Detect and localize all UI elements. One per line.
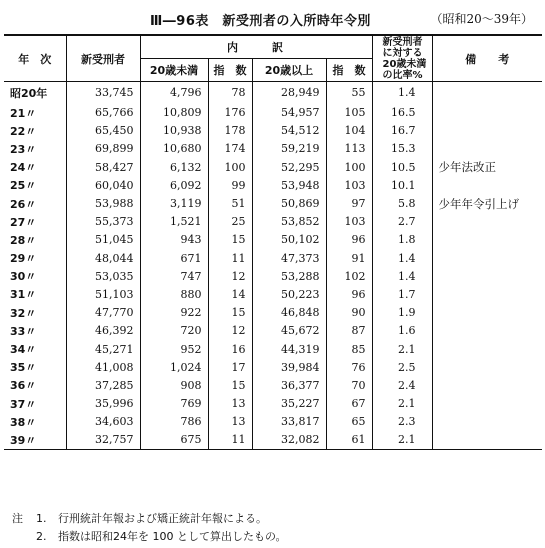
cell-index2: 113 xyxy=(326,140,372,158)
cell-index2: 65 xyxy=(326,413,372,431)
cell-index1: 11 xyxy=(208,431,252,450)
cell-year: 35〃 xyxy=(4,358,66,376)
footnote-label: 注 xyxy=(12,512,23,525)
cell-index2: 67 xyxy=(326,395,372,413)
cell-remark xyxy=(432,213,542,231)
cell-index1: 78 xyxy=(208,82,252,104)
cell-year: 39〃 xyxy=(4,431,66,450)
cell-under20: 786 xyxy=(140,413,208,431)
cell-under20: 922 xyxy=(140,304,208,322)
cell-index1: 15 xyxy=(208,304,252,322)
table-row xyxy=(4,82,542,104)
footnote-1 xyxy=(12,510,287,528)
table-row xyxy=(4,358,542,376)
cell-total: 35,996 xyxy=(66,395,140,413)
cell-ratio: 2.7 xyxy=(372,213,432,231)
cell-over20: 28,949 xyxy=(252,82,326,104)
cell-year: 32〃 xyxy=(4,304,66,322)
cell-index1: 51 xyxy=(208,194,252,212)
cell-total: 37,285 xyxy=(66,376,140,394)
table-row xyxy=(4,213,542,231)
table-row xyxy=(4,104,542,122)
cell-under20: 747 xyxy=(140,267,208,285)
table-row xyxy=(4,140,542,158)
cell-under20: 943 xyxy=(140,231,208,249)
cell-ratio: 10.1 xyxy=(372,176,432,194)
cell-year: 37〃 xyxy=(4,395,66,413)
cell-remark xyxy=(432,140,542,158)
cell-under20: 6,132 xyxy=(140,158,208,176)
cell-year: 21〃 xyxy=(4,104,66,122)
footnotes xyxy=(12,510,287,546)
cell-under20: 10,938 xyxy=(140,122,208,140)
footnote-2 xyxy=(12,528,287,546)
cell-index2: 85 xyxy=(326,340,372,358)
header-over20: 20歳以上 xyxy=(252,59,326,82)
cell-year: 36〃 xyxy=(4,376,66,394)
cell-under20: 675 xyxy=(140,431,208,450)
cell-remark xyxy=(432,322,542,340)
cell-total: 65,450 xyxy=(66,122,140,140)
cell-ratio: 1.6 xyxy=(372,322,432,340)
cell-under20: 769 xyxy=(140,395,208,413)
cell-remark: 少年年令引上げ xyxy=(438,196,519,211)
table-row xyxy=(4,376,542,394)
table-row xyxy=(4,285,542,303)
cell-total: 46,392 xyxy=(66,322,140,340)
cell-index1: 15 xyxy=(208,231,252,249)
header-under20: 20歳未満 xyxy=(140,59,208,82)
cell-index2: 55 xyxy=(326,82,372,104)
cell-remark xyxy=(432,176,542,194)
cell-year: 27〃 xyxy=(4,213,66,231)
cell-total: 69,899 xyxy=(66,140,140,158)
cell-year: 34〃 xyxy=(4,340,66,358)
cell-index1: 15 xyxy=(208,376,252,394)
cell-over20: 50,102 xyxy=(252,231,326,249)
cell-ratio: 2.5 xyxy=(372,358,432,376)
cell-year: 29〃 xyxy=(4,249,66,267)
cell-under20: 952 xyxy=(140,340,208,358)
cell-year: 26〃 xyxy=(4,194,66,212)
header-remarks: 備 考 xyxy=(432,35,542,82)
cell-year: 23〃 xyxy=(4,140,66,158)
header-ratio xyxy=(372,35,432,82)
header-ratio-line: 20歳未満 xyxy=(382,58,427,70)
cell-over20: 47,373 xyxy=(252,249,326,267)
cell-index1: 176 xyxy=(208,104,252,122)
cell-remark xyxy=(432,395,542,413)
cell-index2: 105 xyxy=(326,104,372,122)
cell-total: 51,103 xyxy=(66,285,140,303)
header-ratio-line: 新受刑者 xyxy=(382,36,423,48)
cell-index1: 178 xyxy=(208,122,252,140)
cell-remark xyxy=(432,267,542,285)
cell-year: 22〃 xyxy=(4,122,66,140)
cell-total: 55,373 xyxy=(66,213,140,231)
cell-index2: 96 xyxy=(326,231,372,249)
cell-under20: 1,024 xyxy=(140,358,208,376)
cell-ratio: 2.1 xyxy=(372,431,432,450)
cell-over20: 52,295 xyxy=(252,158,326,176)
cell-ratio: 1.8 xyxy=(372,231,432,249)
cell-index1: 13 xyxy=(208,395,252,413)
table-title: Ⅲ―96表 新受刑者の入所時年令別 xyxy=(150,14,371,29)
cell-under20: 720 xyxy=(140,322,208,340)
cell-remark xyxy=(432,231,542,249)
cell-over20: 39,984 xyxy=(252,358,326,376)
cell-total: 48,044 xyxy=(66,249,140,267)
table-row xyxy=(4,122,542,140)
cell-index2: 61 xyxy=(326,431,372,450)
cell-ratio: 16.5 xyxy=(372,104,432,122)
cell-remark xyxy=(432,413,542,431)
table-row xyxy=(4,413,542,431)
cell-over20: 45,672 xyxy=(252,322,326,340)
cell-over20: 32,082 xyxy=(252,431,326,450)
cell-remark xyxy=(432,431,542,450)
footnote-number: 2. xyxy=(36,530,47,543)
period-range: （昭和20～39年） xyxy=(430,12,533,26)
cell-remark: 少年法改正 xyxy=(438,160,496,175)
cell-total: 53,988 xyxy=(66,194,140,212)
cell-index2: 70 xyxy=(326,376,372,394)
cell-year: 28〃 xyxy=(4,231,66,249)
cell-index2: 103 xyxy=(326,176,372,194)
cell-remark xyxy=(432,304,542,322)
cell-over20: 36,377 xyxy=(252,376,326,394)
cell-total: 34,603 xyxy=(66,413,140,431)
cell-ratio: 2.4 xyxy=(372,376,432,394)
cell-over20: 54,957 xyxy=(252,104,326,122)
cell-over20: 35,227 xyxy=(252,395,326,413)
cell-index1: 12 xyxy=(208,267,252,285)
footnote-text: 指数は昭和24年を 100 として算出したもの。 xyxy=(58,530,287,543)
cell-ratio: 2.1 xyxy=(372,395,432,413)
cell-ratio: 1.4 xyxy=(372,267,432,285)
footnote-number: 1. xyxy=(36,512,47,525)
cell-index2: 103 xyxy=(326,213,372,231)
cell-over20: 33,817 xyxy=(252,413,326,431)
cell-index2: 76 xyxy=(326,358,372,376)
cell-total: 45,271 xyxy=(66,340,140,358)
cell-index1: 17 xyxy=(208,358,252,376)
cell-ratio: 15.3 xyxy=(372,140,432,158)
cell-index1: 12 xyxy=(208,322,252,340)
cell-under20: 880 xyxy=(140,285,208,303)
header-ratio-line: の比率% xyxy=(382,69,423,81)
footnote-text: 行刑統計年報および矯正統計年報による。 xyxy=(58,512,267,525)
table-row xyxy=(4,267,542,285)
cell-over20: 53,852 xyxy=(252,213,326,231)
cell-index2: 97 xyxy=(326,194,372,212)
cell-remark xyxy=(432,358,542,376)
cell-total: 41,008 xyxy=(66,358,140,376)
header-year: 年 次 xyxy=(4,35,66,82)
table-row xyxy=(4,249,542,267)
header-index2: 指 数 xyxy=(326,59,372,82)
cell-over20: 54,512 xyxy=(252,122,326,140)
table-row xyxy=(4,231,542,249)
cell-over20: 50,223 xyxy=(252,285,326,303)
table-row xyxy=(4,395,542,413)
cell-index1: 100 xyxy=(208,158,252,176)
table-row xyxy=(4,340,542,358)
cell-remark xyxy=(432,376,542,394)
cell-index2: 102 xyxy=(326,267,372,285)
cell-year: 24〃 xyxy=(4,158,66,176)
cell-index1: 16 xyxy=(208,340,252,358)
cell-index1: 99 xyxy=(208,176,252,194)
cell-under20: 10,680 xyxy=(140,140,208,158)
cell-ratio: 1.4 xyxy=(372,249,432,267)
cell-index1: 14 xyxy=(208,285,252,303)
cell-year: 昭20年 xyxy=(4,82,66,104)
cell-total: 58,427 xyxy=(66,158,140,176)
cell-remark xyxy=(432,340,542,358)
header-total: 新受刑者 xyxy=(66,35,140,82)
cell-under20: 10,809 xyxy=(140,104,208,122)
cell-index1: 13 xyxy=(208,413,252,431)
cell-ratio: 1.9 xyxy=(372,304,432,322)
cell-index2: 91 xyxy=(326,249,372,267)
cell-under20: 1,521 xyxy=(140,213,208,231)
cell-total: 32,757 xyxy=(66,431,140,450)
cell-total: 60,040 xyxy=(66,176,140,194)
cell-index2: 96 xyxy=(326,285,372,303)
cell-index2: 90 xyxy=(326,304,372,322)
header-breakdown-right: 訳 xyxy=(252,35,372,59)
cell-over20: 59,219 xyxy=(252,140,326,158)
cell-index1: 174 xyxy=(208,140,252,158)
cell-year: 25〃 xyxy=(4,176,66,194)
table-row xyxy=(4,431,542,450)
cell-index2: 87 xyxy=(326,322,372,340)
cell-over20: 44,319 xyxy=(252,340,326,358)
cell-total: 47,770 xyxy=(66,304,140,322)
table-body xyxy=(4,82,542,450)
cell-year: 31〃 xyxy=(4,285,66,303)
table-row xyxy=(4,304,542,322)
cell-over20: 46,848 xyxy=(252,304,326,322)
cell-index2: 100 xyxy=(326,158,372,176)
cell-ratio: 1.4 xyxy=(372,82,432,104)
header-index1: 指 数 xyxy=(208,59,252,82)
cell-under20: 4,796 xyxy=(140,82,208,104)
table-row xyxy=(4,158,542,176)
cell-remark xyxy=(432,122,542,140)
cell-total: 53,035 xyxy=(66,267,140,285)
cell-index1: 25 xyxy=(208,213,252,231)
cell-ratio: 5.8 xyxy=(372,194,432,212)
cell-remark xyxy=(432,104,542,122)
cell-total: 65,766 xyxy=(66,104,140,122)
cell-index2: 104 xyxy=(326,122,372,140)
cell-under20: 671 xyxy=(140,249,208,267)
cell-total: 33,745 xyxy=(66,82,140,104)
cell-year: 38〃 xyxy=(4,413,66,431)
cell-remark xyxy=(432,82,542,104)
cell-ratio: 10.5 xyxy=(372,158,432,176)
table-row xyxy=(4,194,542,212)
cell-total: 51,045 xyxy=(66,231,140,249)
header-breakdown-left: 内 xyxy=(227,41,238,54)
cell-over20: 50,869 xyxy=(252,194,326,212)
cell-ratio: 2.1 xyxy=(372,340,432,358)
cell-year: 33〃 xyxy=(4,322,66,340)
cell-under20: 908 xyxy=(140,376,208,394)
cell-remark xyxy=(432,285,542,303)
cell-under20: 6,092 xyxy=(140,176,208,194)
cell-remark xyxy=(432,249,542,267)
header-ratio-line: に対する xyxy=(382,47,423,59)
cell-ratio: 16.7 xyxy=(372,122,432,140)
cell-index1: 11 xyxy=(208,249,252,267)
cell-over20: 53,948 xyxy=(252,176,326,194)
table-row xyxy=(4,322,542,340)
statistics-table xyxy=(4,34,542,450)
cell-under20: 3,119 xyxy=(140,194,208,212)
table-row xyxy=(4,176,542,194)
cell-ratio: 2.3 xyxy=(372,413,432,431)
cell-over20: 53,288 xyxy=(252,267,326,285)
cell-year: 30〃 xyxy=(4,267,66,285)
cell-ratio: 1.7 xyxy=(372,285,432,303)
